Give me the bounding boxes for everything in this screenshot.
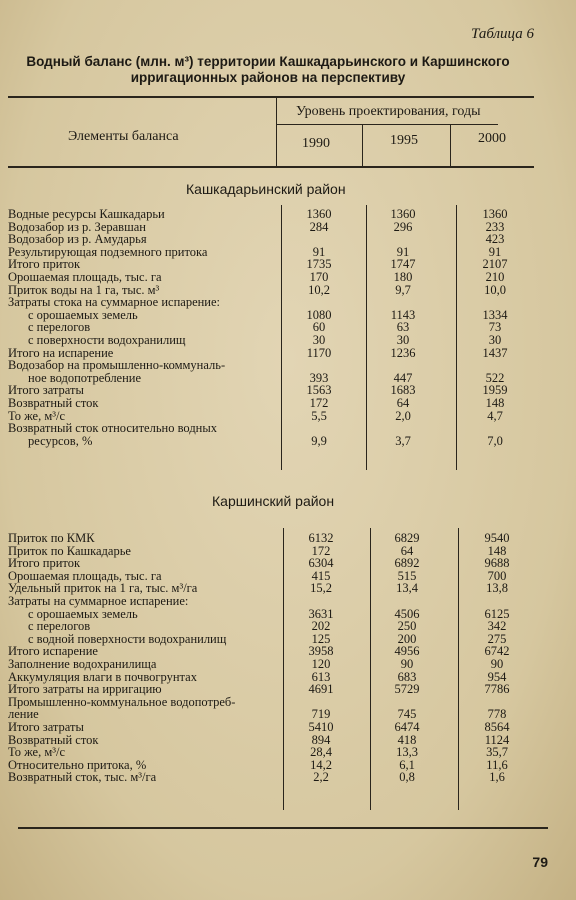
table-row <box>8 545 548 558</box>
cell-1990: 172 <box>309 395 329 410</box>
cell-1990: 60 <box>312 320 326 335</box>
row-label: Итого испарение <box>8 644 98 659</box>
cell-1990: 284 <box>309 219 329 234</box>
cell-1995: 30 <box>396 332 410 347</box>
row-label: с поверхности водохранилищ <box>28 332 186 347</box>
row-label: Итого приток <box>8 556 81 571</box>
table-row <box>8 296 548 309</box>
row-label: Итого затраты на ирригацию <box>8 682 162 697</box>
table-row <box>8 595 548 608</box>
cell-1995: 6,1 <box>399 757 415 772</box>
table-row <box>8 708 548 721</box>
row-label: Приток воды на 1 га, тыс. м³ <box>8 282 160 297</box>
row-label: Возвратный сток относительно водных <box>8 421 218 436</box>
cell-2000: 1360 <box>482 207 508 221</box>
cell-1995: 1236 <box>390 345 416 360</box>
row-label: с перелогов <box>28 320 91 335</box>
row-label: Возвратный сток, тыс. м³/га <box>8 770 157 785</box>
row-label: Промышленно-коммунальное водопотреб- <box>8 694 236 709</box>
cell-2000: 700 <box>487 568 507 583</box>
cell-2000: 210 <box>485 269 505 284</box>
cell-1990: 125 <box>311 631 331 646</box>
cell-1995: 250 <box>397 619 417 634</box>
cell-2000: 778 <box>487 707 507 722</box>
header-bottom-rule <box>8 166 534 168</box>
table-row <box>8 734 548 747</box>
cell-1990: 894 <box>311 732 331 747</box>
cell-1995: 515 <box>397 568 417 583</box>
cell-2000: 1437 <box>482 345 508 360</box>
row-label: с орошаемых земель <box>28 606 138 621</box>
table-row <box>8 620 548 633</box>
cell-1990: 4691 <box>308 682 334 697</box>
cell-1990: 9,9 <box>311 433 327 448</box>
cell-1990: 14,2 <box>310 757 332 772</box>
cell-2000: 6125 <box>484 606 510 621</box>
cell-2000: 7786 <box>484 682 510 697</box>
cell-2000: 233 <box>485 219 505 234</box>
row-label: с перелогов <box>28 619 91 634</box>
cell-1995: 1360 <box>390 207 416 221</box>
cell-1990: 1360 <box>306 207 332 221</box>
cell-1990: 719 <box>311 707 331 722</box>
cell-2000: 1959 <box>482 383 508 398</box>
table-row <box>8 246 548 259</box>
cell-2000: 13,8 <box>486 581 508 596</box>
row-label: Затраты стока на суммарное испарение: <box>8 295 221 310</box>
cell-2000: 342 <box>487 619 507 634</box>
cell-1990: 2,2 <box>313 770 329 785</box>
cell-1995: 6829 <box>394 531 420 545</box>
row-label: Орошаемая площадь, тыс. га <box>8 568 162 583</box>
cell-1995: 63 <box>396 320 410 335</box>
table-title <box>18 54 518 86</box>
cell-1990: 3958 <box>308 644 334 659</box>
cell-1995: 1143 <box>390 307 416 322</box>
row-label: Итого на испарение <box>8 345 114 360</box>
cell-1995: 745 <box>397 707 417 722</box>
row-label: Приток по КМК <box>8 531 95 545</box>
header-year-1995: 1995 <box>390 133 418 148</box>
cell-1995: 6892 <box>394 556 420 571</box>
cell-1995: 0,8 <box>399 770 415 785</box>
cell-2000: 148 <box>485 395 505 410</box>
table-row <box>8 271 548 284</box>
cell-1990: 170 <box>309 269 329 284</box>
cell-1995: 13,4 <box>396 581 418 596</box>
cell-1990: 28,4 <box>310 745 332 760</box>
row-label: Аккумуляция влаги в почвогрунтах <box>8 669 197 684</box>
cell-2000: 4,7 <box>487 408 503 423</box>
row-label: То же, м³/с <box>8 745 66 760</box>
cell-1995: 1683 <box>390 383 416 398</box>
row-label: Итого приток <box>8 257 81 272</box>
cell-1995: 91 <box>396 244 410 259</box>
page-number: 79 <box>532 854 548 870</box>
table-row <box>8 397 548 410</box>
cell-2000: 73 <box>488 320 502 335</box>
table-row <box>8 372 548 385</box>
header-year-1990: 1990 <box>302 136 330 151</box>
row-label: Удельный приток на 1 га, тыс. м³/га <box>8 581 198 596</box>
row-label: ресурсов, % <box>28 433 93 448</box>
row-label: Возвратный сток <box>8 395 99 410</box>
row-label: Водозабор на промышленно-коммуналь- <box>8 358 226 373</box>
row-label: Относительно притока, % <box>8 757 147 772</box>
cell-1990: 1563 <box>306 383 332 398</box>
table-row <box>8 683 548 696</box>
cell-2000: 9540 <box>484 531 510 545</box>
title-line-2: ирригационных районов на перспективу <box>130 70 406 85</box>
cell-2000: 275 <box>487 631 507 646</box>
cell-1990: 613 <box>311 669 331 684</box>
table-row <box>8 334 548 347</box>
row-label: ление <box>8 707 39 722</box>
cell-2000: 148 <box>487 543 507 558</box>
cell-1995: 64 <box>396 395 410 410</box>
cell-1995: 4956 <box>394 644 420 659</box>
cell-1995: 180 <box>393 269 413 284</box>
table-row <box>8 233 548 246</box>
header-year-2000: 2000 <box>478 131 506 146</box>
cell-2000: 90 <box>490 656 504 671</box>
table-row <box>8 721 548 734</box>
header-top-rule <box>8 96 534 98</box>
table-row <box>8 532 548 545</box>
row-label: Водные ресурсы Кашкадарьи <box>8 207 165 221</box>
cell-2000: 30 <box>488 332 502 347</box>
row-label: Итого затраты <box>8 719 84 734</box>
cell-2000: 1,6 <box>489 770 505 785</box>
header-divider-2 <box>362 125 363 166</box>
cell-2000: 1124 <box>484 732 510 747</box>
table-row <box>8 359 548 372</box>
row-label: с водной поверхности водохранилищ <box>28 631 227 646</box>
cell-1995: 418 <box>397 732 417 747</box>
cell-2000: 35,7 <box>486 745 508 760</box>
cell-1990: 30 <box>312 332 326 347</box>
table-row <box>8 557 548 570</box>
cell-2000: 522 <box>485 370 505 385</box>
cell-1990: 393 <box>309 370 329 385</box>
table-row <box>8 658 548 671</box>
cell-1995: 90 <box>400 656 414 671</box>
table-row <box>8 771 548 784</box>
cell-2000: 2107 <box>482 257 508 272</box>
cell-1990: 6304 <box>308 556 334 571</box>
cell-1995: 6474 <box>394 719 420 734</box>
header-level: Уровень проектирования, годы <box>296 104 481 119</box>
cell-2000: 1334 <box>482 307 508 322</box>
row-label: Водозабор из р. Зеравшан <box>8 219 146 234</box>
cell-1995: 9,7 <box>395 282 411 297</box>
table-row <box>8 696 548 709</box>
cell-1990: 1080 <box>306 307 332 322</box>
cell-2000: 6742 <box>484 644 510 659</box>
cell-1995: 2,0 <box>395 408 411 423</box>
cell-1990: 3631 <box>308 606 334 621</box>
row-label: ное водопотребление <box>28 370 142 385</box>
table-row <box>8 208 548 221</box>
row-label: Водозабор из р. Амударья <box>8 232 147 247</box>
row-label: с орошаемых земель <box>28 307 138 322</box>
cell-1995: 1747 <box>390 257 416 272</box>
table-row <box>8 435 548 448</box>
cell-1995: 4506 <box>394 606 420 621</box>
cell-1990: 120 <box>311 656 331 671</box>
row-label: Заполнение водохранилища <box>8 656 157 671</box>
cell-1995: 5729 <box>394 682 420 697</box>
cell-1990: 6132 <box>308 531 334 545</box>
cell-1990: 15,2 <box>310 581 332 596</box>
cell-1990: 91 <box>312 244 326 259</box>
header-divider-1 <box>276 98 277 166</box>
cell-1990: 415 <box>311 568 331 583</box>
cell-2000: 9688 <box>484 556 510 571</box>
row-label: Затраты на суммарное испарение: <box>8 593 189 608</box>
cell-1995: 683 <box>397 669 417 684</box>
cell-1995: 200 <box>397 631 417 646</box>
row-label: Результирующая подземного притока <box>8 244 208 259</box>
cell-1990: 172 <box>311 543 331 558</box>
table-row <box>8 422 548 435</box>
cell-1990: 10,2 <box>308 282 330 297</box>
header-sub-rule <box>276 124 498 125</box>
cell-1990: 202 <box>311 619 331 634</box>
header-divider-3 <box>450 125 451 166</box>
section-title-karshi: Каршинский район <box>212 493 335 509</box>
cell-1990: 1735 <box>306 257 332 272</box>
cell-2000: 11,6 <box>486 757 508 772</box>
row-label: Приток по Кашкадарье <box>8 543 131 558</box>
cell-1995: 3,7 <box>395 433 411 448</box>
header-elements: Элементы баланса <box>68 129 179 144</box>
cell-1990: 1170 <box>306 345 332 360</box>
cell-2000: 10,0 <box>484 282 506 297</box>
cell-1995: 13,3 <box>396 745 418 760</box>
table-number: Таблица 6 <box>471 26 534 42</box>
row-label: Итого затраты <box>8 383 84 398</box>
section-1-rows <box>8 208 548 447</box>
cell-2000: 8564 <box>484 719 510 734</box>
table-bottom-rule <box>18 827 548 829</box>
cell-2000: 91 <box>488 244 502 259</box>
cell-1990: 5,5 <box>311 408 327 423</box>
table-row <box>8 746 548 759</box>
cell-2000: 423 <box>485 232 505 247</box>
section-title-kashkadarya: Кашкадарьинский район <box>186 181 346 197</box>
row-label: Возвратный сток <box>8 732 99 747</box>
cell-1990: 5410 <box>308 719 334 734</box>
cell-1995: 447 <box>393 370 413 385</box>
cell-2000: 954 <box>487 669 507 684</box>
row-label: То же, м³/с <box>8 408 66 423</box>
cell-1995: 296 <box>393 219 413 234</box>
section-2-rows <box>8 532 548 784</box>
cell-2000: 7,0 <box>487 433 503 448</box>
cell-1995: 64 <box>400 543 414 558</box>
row-label: Орошаемая площадь, тыс. га <box>8 269 162 284</box>
title-line-1: Водный баланс (млн. м³) территории Кашкадарьинского и Каршинского <box>26 54 510 69</box>
